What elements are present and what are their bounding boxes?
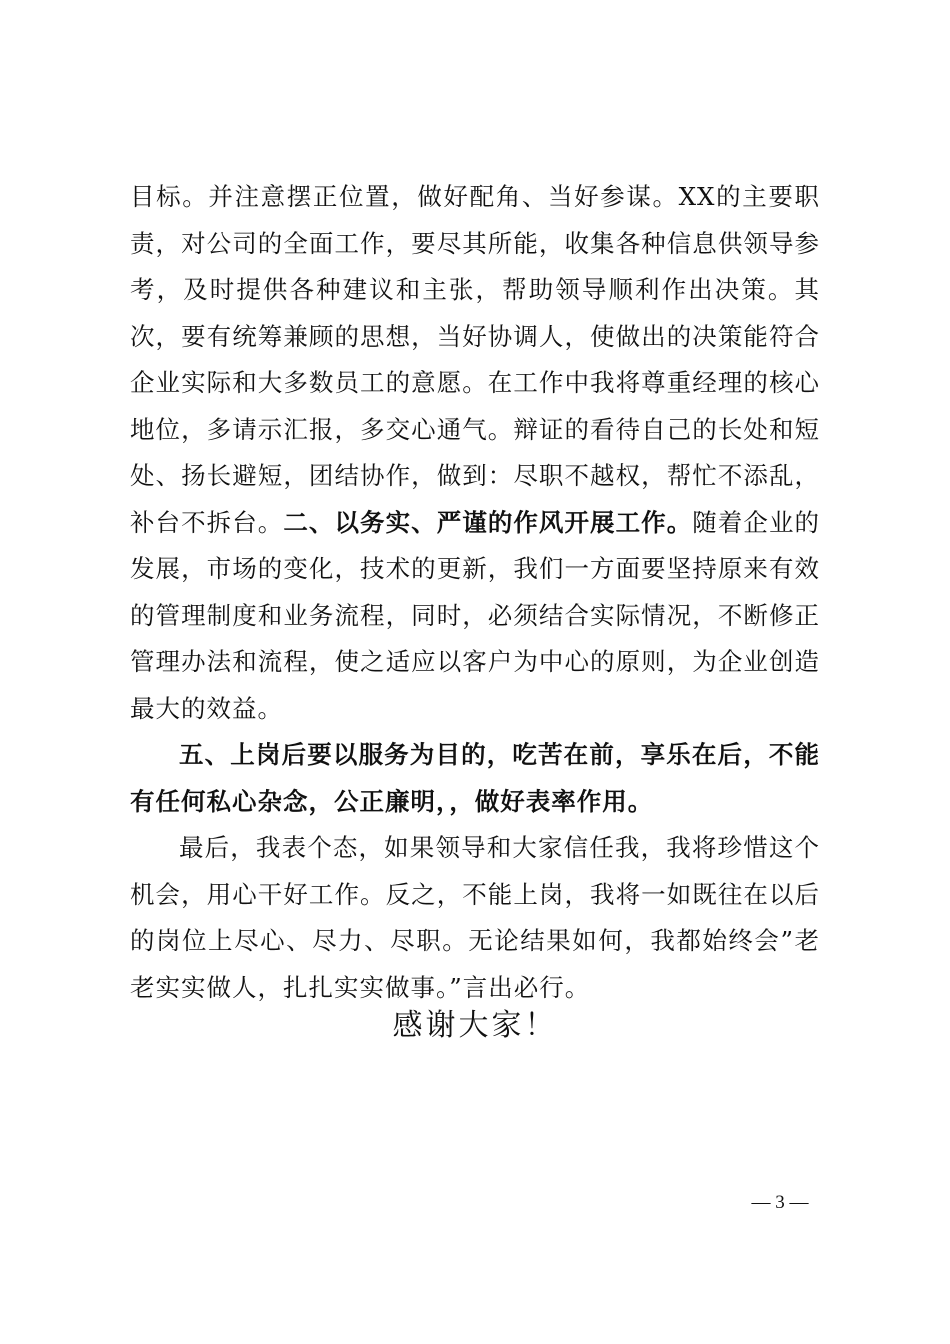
paragraph-1 [130,174,820,732]
page-number: — 3 — [751,1192,809,1213]
section-heading-2: 二、以务实、严谨的作风开展工作。 [283,507,693,537]
document-body [130,174,820,1011]
closing-thanks: 感谢大家！ [392,1008,558,1043]
section-heading-5: 五、上岗后要以服务为目的，吃苦在前，享乐在后，不能有任何私心杂念，公正廉明，，做好表率作用。 [130,740,820,816]
paragraph-1-text: 目标。并注意摆正位置，做好配角、当好参谋。XX的主要职责，对公司的全面工作，要尽其所能，收集各种信息供领导参考，及时提供各种建议和主张，帮助领导顺利作出决策。其次，要有统筹兼顾的思想，当好协调人，使做出的决策能符合企业实际和大多数员工的意愿。在工作中我将尊重经理的核心地位，多请示汇报，多交心通气。辩证的看待自己的长处和短处、扬长避短，团结协作，做到：尽职不越权，帮忙不添乱，补台不拆台。 [130,182,820,537]
paragraph-conclusion: 最后，我表个态，如果领导和大家信任我，我将珍惜这个机会，用心干好工作。反之，不能上岗，我将一如既往在以后的岗位上尽心、尽力、尽职。无论结果如何，我都始终会”老老实实做人，扎扎实实做事。”言出必行。 [130,833,820,1002]
paragraph-1-continuation: 随着企业的发展，市场的变化，技术的更新，我们一方面要坚持原来有效的管理制度和业务流程，同时，必须结合实际情况，不断修正管理办法和流程，使之适应以客户为中心的原则，为企业创造最大的效益。 [130,507,821,723]
